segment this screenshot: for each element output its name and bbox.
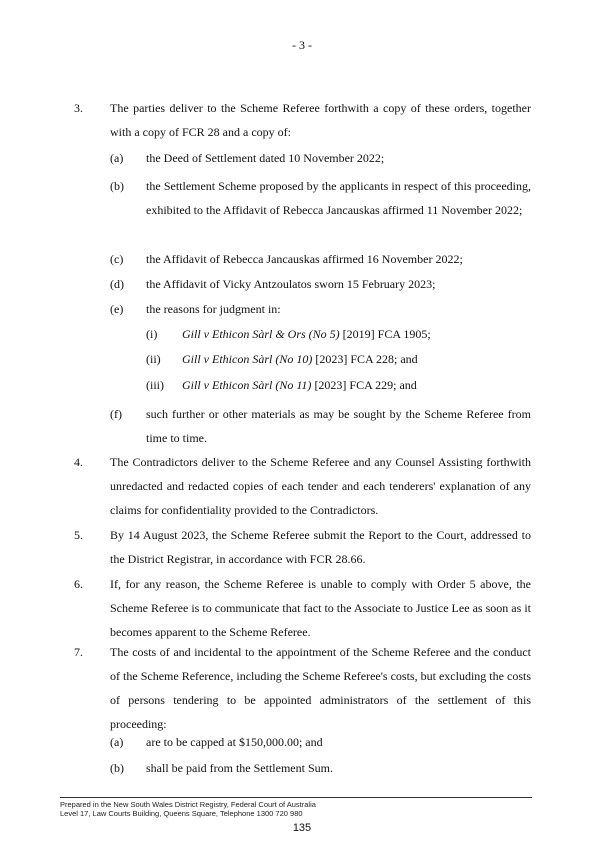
order-7-number: 7.	[74, 645, 83, 659]
case-name: Gill v Ethicon Sàrl (No 10)	[182, 352, 313, 366]
order-4-text: The Contradictors deliver to the Scheme Referee and any Counsel Assisting forthwith unredacted and redacted copies of each tender and each tenderers' explanation of any claims for confidentiality provided to the Contradictors.	[110, 455, 531, 517]
order-6-text: If, for any reason, the Scheme Referee is unable to comply with Order 5 above, the Scheme Referee is to communicate that fact to the Associate to Justice Lee as soon as it becomes apparent to the Scheme Referee.	[110, 577, 531, 639]
order-3b-text: the Settlement Scheme proposed by the applicants in respect of this proceeding, exhibited to the Affidavit of Rebecca Jancauskas affirmed 11 November 2022;	[146, 179, 531, 217]
case-name: Gill v Ethicon Sàrl (No 11)	[182, 378, 312, 392]
order-3f-label: (f)	[110, 407, 122, 421]
order-3e-ii-label: (ii)	[146, 352, 161, 366]
order-3e-label: (e)	[110, 302, 124, 316]
order-7-text: The costs of and incidental to the appointment of the Scheme Referee and the conduct of the Scheme Reference, including the Scheme Referee's costs, but excluding the costs of persons tendering to be appointed administrators of the settlement of this proceeding:	[110, 645, 531, 731]
order-3f-text: such further or other materials as may be sought by the Scheme Referee from time to time.	[146, 407, 531, 445]
case-citation: [2019] FCA 1905;	[339, 327, 431, 341]
order-3d-label: (d)	[110, 277, 124, 291]
order-7a-text: are to be capped at $150,000.00; and	[146, 735, 323, 749]
order-3-text: The parties deliver to the Scheme Referee forthwith a copy of these orders, together with a copy of FCR 28 and a copy of:	[110, 101, 531, 139]
case-citation: [2023] FCA 228; and	[312, 352, 418, 366]
order-3e-text: the reasons for judgment in:	[146, 302, 281, 316]
order-3c-text: the Affidavit of Rebecca Jancauskas affirmed 16 November 2022;	[146, 252, 463, 266]
document-page-number: 135	[292, 822, 312, 834]
order-3b-label: (b)	[110, 179, 124, 193]
order-3e-i-label: (i)	[146, 327, 158, 341]
order-3a-label: (a)	[110, 151, 124, 165]
order-3e-iii-label: (iii)	[146, 378, 164, 392]
order-6-number: 6.	[74, 577, 83, 591]
footer-address: Level 17, Law Courts Building, Queens Square, Telephone 1300 720 980	[60, 809, 303, 818]
order-7b-text: shall be paid from the Settlement Sum.	[146, 761, 333, 775]
order-3-number: 3.	[74, 101, 83, 115]
order-4-number: 4.	[74, 455, 83, 469]
case-name: Gill v Ethicon Sàrl & Ors (No 5)	[182, 327, 340, 341]
order-3e-i-text	[182, 322, 431, 346]
page-number: - 3 -	[292, 38, 312, 52]
order-7b-label: (b)	[110, 761, 124, 775]
case-citation: [2023] FCA 229; and	[311, 378, 417, 392]
order-3e-ii-text	[182, 347, 418, 371]
order-5-number: 5.	[74, 528, 83, 542]
order-7a-label: (a)	[110, 735, 124, 749]
order-3c-label: (c)	[110, 252, 124, 266]
footer-divider	[60, 797, 532, 798]
order-3d-text: the Affidavit of Vicky Antzoulatos sworn 15 February 2023;	[146, 277, 436, 291]
order-3a-text: the Deed of Settlement dated 10 November 2022;	[146, 151, 385, 165]
footer-registry: Prepared in the New South Wales District Registry, Federal Court of Australia	[60, 800, 316, 809]
order-3e-iii-text	[182, 373, 417, 397]
order-5-text: By 14 August 2023, the Scheme Referee submit the Report to the Court, addressed to the District Registrar, in accordance with FCR 28.66.	[110, 528, 531, 566]
